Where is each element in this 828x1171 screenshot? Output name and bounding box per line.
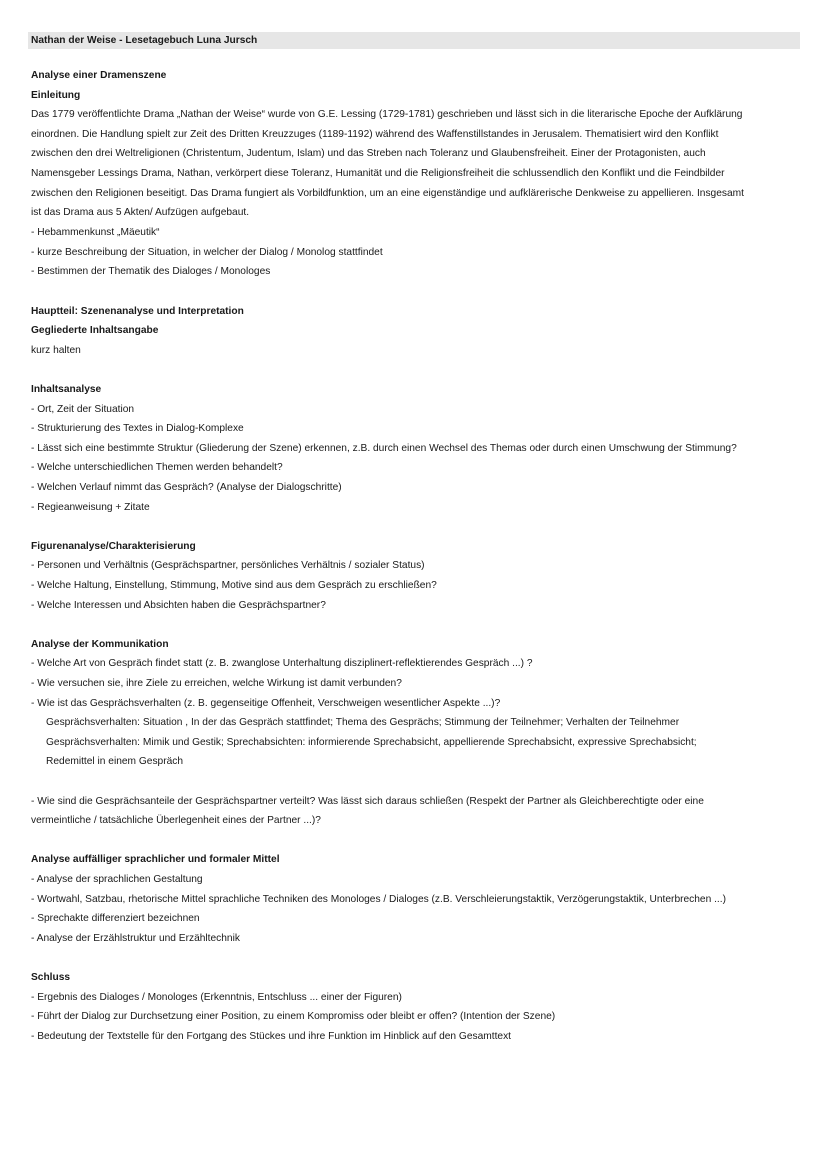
text-line: Gesprächsverhalten: Situation , In der das Gespräch stattfindet; Thema des Gesprächs; Stimmung der Teilnehmer; Verhalten der Teilnehmer	[46, 717, 680, 728]
section-heading: Schluss	[31, 972, 71, 983]
section-heading: Hauptteil: Szenenanalyse und Interpretation	[31, 306, 244, 317]
section-heading: Einleitung	[31, 90, 81, 101]
text-line: - Welchen Verlauf nimmt das Gespräch? (Analyse der Dialogschritte)	[31, 482, 342, 493]
text-line: zwischen den Religionen beseitigt. Das Drama fungiert als Vorbildfunktion, um an eine eigenständige und aufklärerische Denkweise zu appellieren. Insgesamt	[31, 188, 744, 199]
text-line: - Welche Interessen und Absichten haben die Gesprächspartner?	[31, 600, 326, 611]
text-line: - Welche Art von Gespräch findet statt (z. B. zwanglose Unterhaltung disziplinert-reflektierendes Gespräch ...) ?	[31, 658, 533, 669]
header-bar	[28, 32, 800, 49]
text-line: - Lässt sich eine bestimmte Struktur (Gliederung der Szene) erkennen, z.B. durch einen Wechsel des Themas oder durch einen Umschwung der Stimmung?	[31, 443, 737, 454]
document-title: Nathan der Weise - Lesetagebuch Luna Jursch	[31, 35, 258, 46]
text-line: - Bedeutung der Textstelle für den Fortgang des Stückes und ihre Funktion im Hinblick auf den Gesamttext	[31, 1031, 512, 1042]
text-line: - Welche unterschiedlichen Themen werden behandelt?	[31, 462, 283, 473]
section-heading: Analyse auffälliger sprachlicher und formaler Mittel	[31, 854, 280, 865]
text-line: kurz halten	[31, 345, 81, 356]
text-line: - Strukturierung des Textes in Dialog-Komplexe	[31, 423, 244, 434]
section-heading: Analyse der Kommunikation	[31, 639, 169, 650]
text-line: - Analyse der Erzählstruktur und Erzähltechnik	[31, 933, 240, 944]
text-line: - Wortwahl, Satzbau, rhetorische Mittel sprachliche Techniken des Monologes / Dialoges (z.B. Verschleierungstaktik, Verzögerungstaktik, Unterbrechen ...)	[31, 894, 726, 905]
text-line: - Personen und Verhältnis (Gesprächspartner, persönliches Verhältnis / sozialer Status)	[31, 560, 425, 571]
text-line: zwischen den drei Weltreligionen (Christentum, Judentum, Islam) und das Streben nach Toleranz und Glaubensfreiheit. Einer der Protagonisten, auch	[31, 148, 706, 159]
text-line: - Wie sind die Gesprächsanteile der Gesprächspartner verteilt? Was lässt sich daraus schließen (Respekt der Partner als Gleichberechtigte oder eine	[31, 796, 704, 807]
text-line: - Regieanweisung + Zitate	[31, 502, 150, 513]
text-line: - Welche Haltung, Einstellung, Stimmung, Motive sind aus dem Gespräch zu erschließen?	[31, 580, 437, 591]
text-line: - Wie versuchen sie, ihre Ziele zu erreichen, welche Wirkung ist damit verbunden?	[31, 678, 402, 689]
text-line: Namensgeber Lessings Drama, Nathan, verkörpert diese Toleranz, Humanität und die Religionsfreiheit die schlussendlich den Konflikt und die Feindbilder	[31, 168, 725, 179]
text-line: - Hebammenkunst „Mäeutik“	[31, 227, 160, 238]
text-line: - Analyse der sprachlichen Gestaltung	[31, 874, 203, 885]
text-line: ist das Drama aus 5 Akten/ Aufzügen aufgebaut.	[31, 207, 250, 218]
section-heading: Figurenanalyse/Charakterisierung	[31, 541, 196, 552]
text-line: - Ergebnis des Dialoges / Monologes (Erkenntnis, Entschluss ... einer der Figuren)	[31, 992, 402, 1003]
text-line: - Bestimmen der Thematik des Dialoges / Monologes	[31, 266, 271, 277]
text-line: - Sprechakte differenziert bezeichnen	[31, 913, 200, 924]
text-line: Redemittel in einem Gespräch	[46, 756, 184, 767]
text-line: vermeintliche / tatsächliche Überlegenheit eines der Partner ...)?	[31, 815, 321, 826]
section-heading: Inhaltsanalyse	[31, 384, 102, 395]
text-line: Gesprächsverhalten: Mimik und Gestik; Sprechabsichten: informierende Sprechabsicht, appellierende Sprechabsicht, expressive Sprechabsicht;	[46, 737, 697, 748]
section-heading: Analyse einer Dramenszene	[31, 70, 167, 81]
text-line: Das 1779 veröffentlichte Drama „Nathan der Weise“ wurde von G.E. Lessing (1729-1781) geschrieben und lässt sich in die literarische Epoche der Aufklärung	[31, 109, 743, 120]
section-heading: Gegliederte Inhaltsangabe	[31, 325, 159, 336]
text-line: - kurze Beschreibung der Situation, in welcher der Dialog / Monolog stattfindet	[31, 247, 383, 258]
text-line: - Wie ist das Gesprächsverhalten (z. B. gegenseitige Offenheit, Verschweigen wesentlicher Aspekte ...)?	[31, 698, 501, 709]
text-line: einordnen. Die Handlung spielt zur Zeit des Dritten Kreuzzuges (1189-1192) während des Waffenstillstandes in Jerusalem. Thematisiert wird den Konflikt	[31, 129, 719, 140]
text-line: - Ort, Zeit der Situation	[31, 404, 135, 415]
text-line: - Führt der Dialog zur Durchsetzung einer Position, zu einem Kompromiss oder bleibt er offen? (Intention der Szene)	[31, 1011, 556, 1022]
